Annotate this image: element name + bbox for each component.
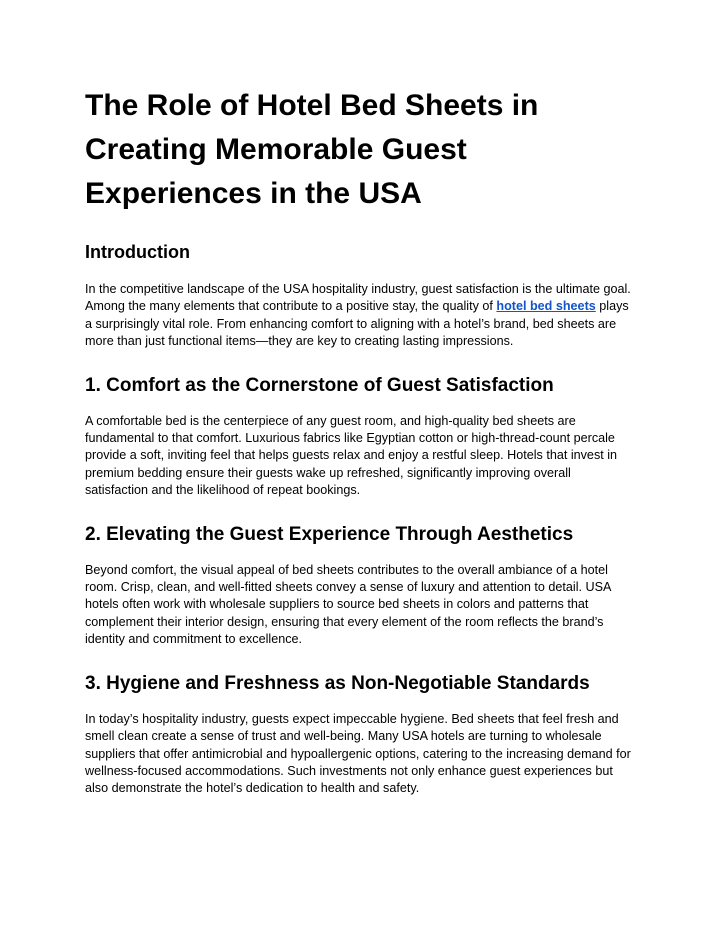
- intro-paragraph: [85, 281, 637, 351]
- intro-text-before-link: In the competitive landscape of the USA hospitality industry, guest satisfaction is the ultimate goal. Among the many elements that contribute to a positive stay, the quality of: [85, 282, 631, 314]
- document-title: The Role of Hotel Bed Sheets in Creating Memorable Guest Experiences in the USA: [85, 89, 539, 210]
- section-3-heading: 3. Hygiene and Freshness as Non-Negotiable Standards: [85, 672, 590, 694]
- intro-heading: Introduction: [85, 242, 190, 262]
- section-2-body: Beyond comfort, the visual appeal of bed sheets contributes to the overall ambiance of a hotel room. Crisp, clean, and well-fitted sheets convey a sense of luxury and attention to detail. USA hotels often work with wholesale suppliers to source bed sheets in colors and patterns that complement their interior design, ensuring that every element of the room reflects the brand’s identity and commitment to excellence.: [85, 562, 611, 647]
- section-1-heading: 1. Comfort as the Cornerstone of Guest Satisfaction: [85, 374, 554, 396]
- document-page: [85, 84, 637, 820]
- section-1-body: A comfortable bed is the centerpiece of any guest room, and high-quality bed sheets are fundamental to that comfort. Luxurious fabrics like Egyptian cotton or high-thread-count percale provide a soft, inviting feel that helps guests relax and enjoy a restful sleep. Hotels that invest in premium bedding ensure their guests wake up refreshed, significantly improving overall satisfaction and the likelihood of repeat bookings.: [85, 413, 618, 498]
- intro-text-after-link: plays a surprisingly vital role. From enhancing comfort to aligning with a hotel’s brand, bed sheets are more than just functional items—they are key to creating lasting impressions.: [85, 299, 629, 349]
- section-2-heading: 2. Elevating the Guest Experience Through Aesthetics: [85, 523, 574, 545]
- hotel-bed-sheets-link[interactable]: hotel bed sheets: [496, 299, 596, 314]
- section-3-body: In today’s hospitality industry, guests expect impeccable hygiene. Bed sheets that feel fresh and smell clean create a sense of trust and well-being. Many USA hotels are turning to wholesale suppliers that offer antimicrobial and hypoallergenic options, catering to the increasing demand for wellness-focused accommodations. Such investments not only enhance guest experiences but also demonstrate the hotel’s dedication to health and safety.: [85, 711, 631, 796]
